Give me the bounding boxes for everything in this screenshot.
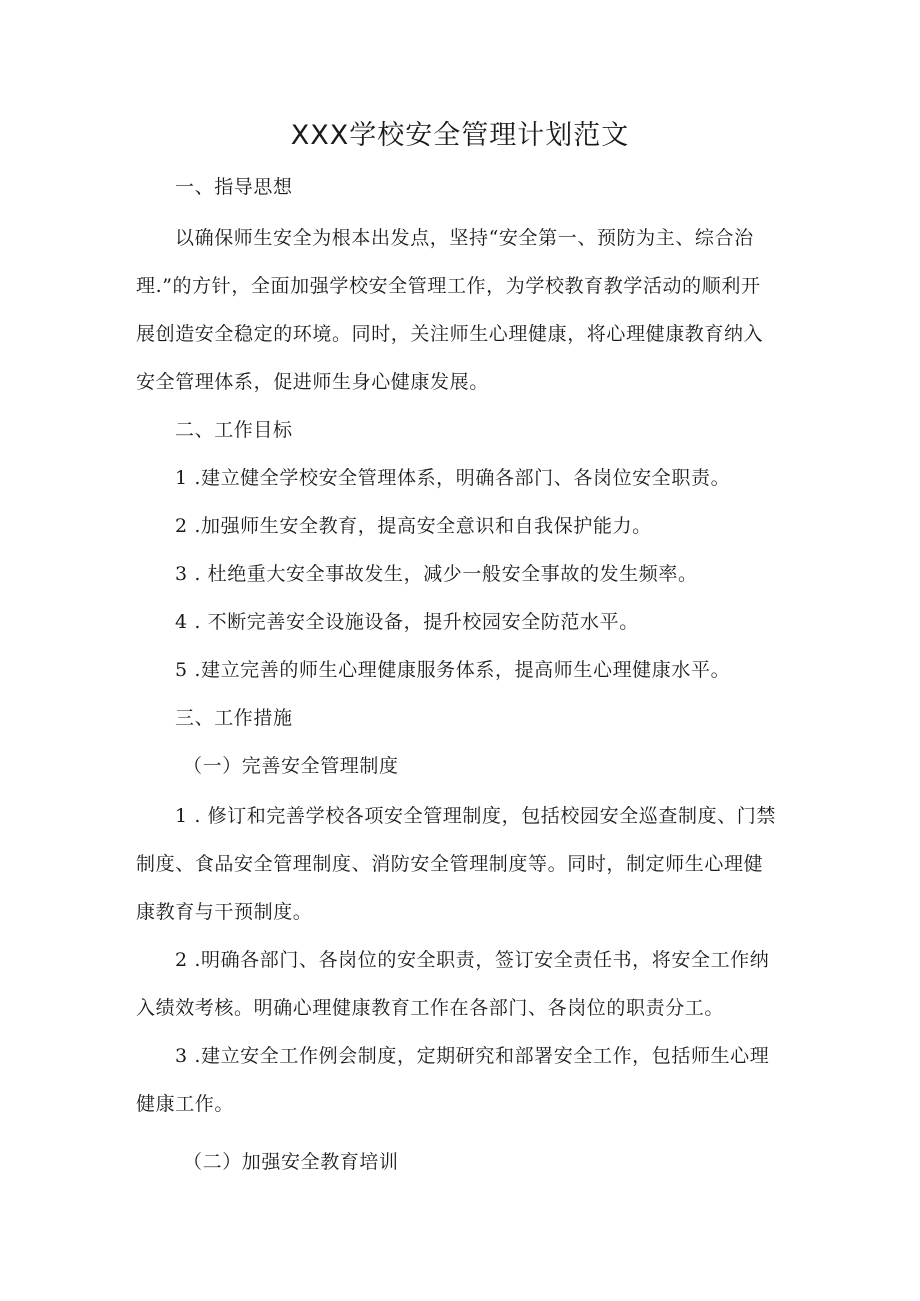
section-heading-guiding-ideology: 一、指导思想 [175, 176, 293, 198]
paragraph-line: 安全管理体系，促进师生身心健康发展。 [136, 371, 489, 393]
measure-line: 制度、食品安全管理制度、消防安全管理制度等。同时，制定师生心理健 [136, 853, 764, 875]
paragraph-line: 展创造安全稳定的环境。同时，关注师生心理健康，将心理健康教育纳入 [136, 323, 764, 345]
subsection-heading-safety-training: （二）加强安全教育培训 [183, 1151, 399, 1173]
document-title: XXX学校安全管理计划范文 [290, 120, 630, 151]
goal-item: 2 .加强师生安全教育，提高安全意识和自我保护能力。 [175, 515, 652, 537]
section-heading-work-measures: 三、工作措施 [175, 707, 293, 729]
goal-item: 3 . 杜绝重大安全事故发生，减少一般安全事故的发生频率。 [175, 563, 698, 585]
goal-item: 4 . 不断完善安全设施设备，提升校园安全防范水平。 [175, 611, 639, 633]
goal-item: 1 .建立健全学校安全管理体系，明确各部门、各岗位安全职责。 [175, 467, 731, 489]
measure-line: 3 .建立安全工作例会制度，定期研究和部署安全工作，包括师生心理 [175, 1045, 770, 1067]
section-heading-work-goals: 二、工作目标 [175, 419, 293, 441]
paragraph-line: 以确保师生安全为根本出发点，坚持“安全第一、预防为主、综合治 [175, 227, 754, 249]
paragraph-line: 理.”的方针，全面加强学校安全管理工作，为学校教育教学活动的顺利开 [136, 275, 761, 297]
measure-line: 康教育与干预制度。 [136, 901, 313, 923]
measure-line: 2 .明确各部门、各岗位的安全职责，签订安全责任书，将安全工作纳 [175, 949, 770, 971]
subsection-heading-safety-rules: （一）完善安全管理制度 [183, 755, 399, 777]
measure-line: 入绩效考核。明确心理健康教育工作在各部门、各岗位的职责分工。 [136, 997, 725, 1019]
goal-item: 5 .建立完善的师生心理健康服务体系，提高师生心理健康水平。 [175, 659, 731, 681]
measure-line: 1 . 修订和完善学校各项安全管理制度，包括校园安全巡查制度、门禁 [175, 805, 777, 827]
measure-line: 健康工作。 [136, 1093, 235, 1115]
